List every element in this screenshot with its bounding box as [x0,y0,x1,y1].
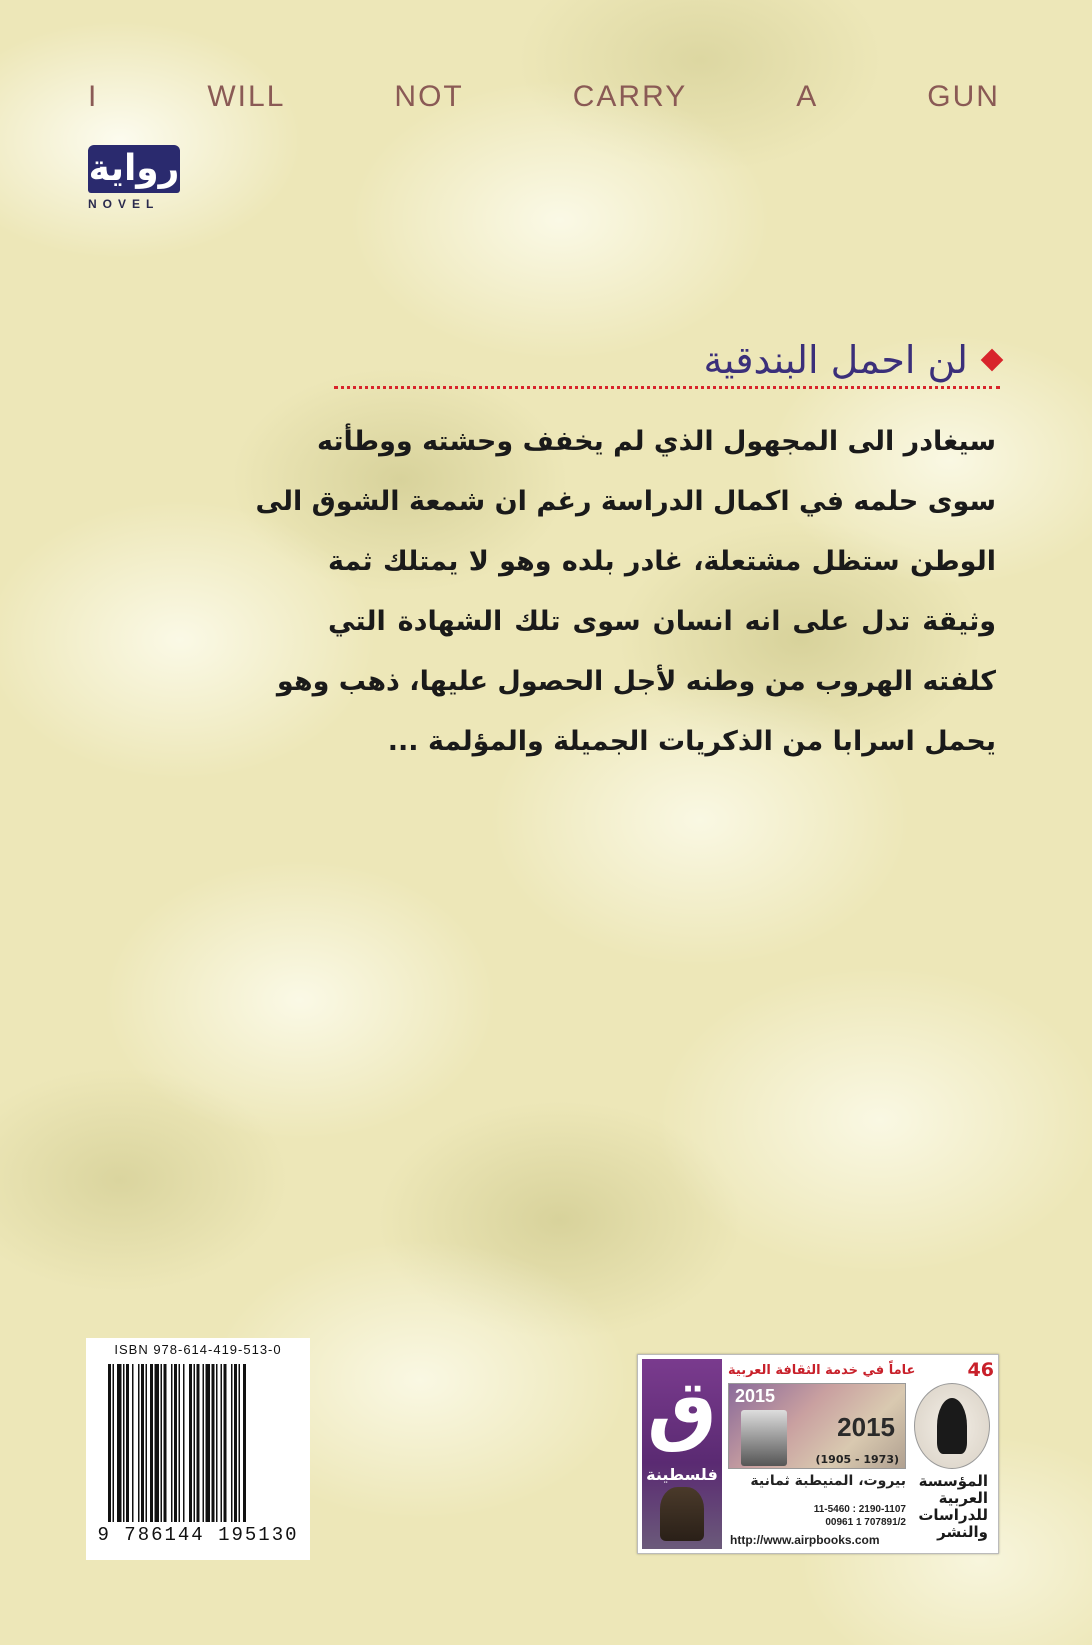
barcode-bar [138,1364,140,1522]
english-title-word: NOT [394,80,464,113]
emblem-figure [937,1398,967,1454]
barcode-bar [123,1364,125,1522]
barcode-bar [183,1364,185,1522]
anniversary-strip [728,1359,994,1381]
blurb-line: كلفته الهروب من وطنه لأجل الحصول عليها، ذهب وهو [276,666,996,697]
barcode-bar [179,1364,181,1522]
barcode-bar [197,1364,200,1522]
blurb-line: سيغادر الى المجهول الذي لم يخفف وحشته ووطأته [317,426,996,457]
arabic-title-row [704,330,1000,390]
blurb-line: يحمل اسرابا من الذكريات الجميلة والمؤلمة ... [387,726,996,757]
statue-image [660,1487,704,1541]
arabic-title: لن احمل البندقية [703,338,968,382]
publisher-name: المؤسسة العربية للدراسات والنشر [918,1472,988,1541]
novel-logo-label: NOVEL [88,197,160,211]
barcode-bar [203,1364,205,1522]
publisher-url: http://www.airpbooks.com [730,1533,880,1547]
novel-logo [88,145,188,225]
barcode-bar [221,1364,223,1522]
barcode-bar [189,1364,192,1522]
barcode-bar [234,1364,237,1522]
publisher-emblem-icon [914,1383,990,1469]
barcode-bar [132,1364,134,1522]
blurb-line: سوى حلمه في اكمال الدراسة رغم ان شمعة الشوق الى [255,486,996,517]
stamp-year-large: 2015 [837,1412,895,1442]
anniversary-text: عاماً في خدمة الثقافة العربية [728,1362,916,1378]
barcode-digits: 9 786144 195130 [97,1524,299,1546]
barcode-bar [113,1364,115,1522]
publisher-address: بيروت، المنيطبة ثمانية [750,1473,906,1489]
anniversary-number: 46 [967,1359,994,1381]
blurb-line: وثيقة تدل على انه انسان سوى تلك الشهادة التي [328,606,996,637]
barcode-bar [141,1364,144,1522]
barcode-bars [108,1364,290,1522]
barcode-bar [212,1364,215,1522]
barcode-bar [231,1364,233,1522]
blurb-line: الوطن ستظل مشتعلة، غادر بلده وهو لا يمتلك ثمة [328,546,996,577]
stamp-year: 2015 [735,1386,776,1406]
contact-line: 00961 1 707891/2 [825,1517,906,1528]
english-title-word: GUN [927,80,1000,113]
english-title-word: WILL [207,80,286,113]
diamond-bullet-icon [981,349,1004,372]
novel-logo-mark: رواية [88,145,180,193]
publisher-contact [730,1503,906,1529]
barcode-bar [164,1364,167,1522]
stamp-dates: (1905 - 1973) [815,1453,899,1466]
barcode-bar [174,1364,177,1522]
magazine-name: فلسطينة [646,1465,718,1484]
barcode-bar [117,1364,122,1522]
barcode-bar [239,1364,241,1522]
contact-line: 11-5460 : 2190-1107 [813,1504,906,1515]
barcode [86,1338,310,1560]
barcode-bar [206,1364,211,1522]
barcode-bar [171,1364,173,1522]
barcode-bar [108,1364,111,1522]
barcode-bar [243,1364,246,1522]
barcode-bar [216,1364,218,1522]
portrait-image [741,1410,787,1466]
publisher-block [637,1354,999,1554]
english-title-word: CARRY [572,80,688,113]
blurb-text [255,412,996,772]
barcode-bar [126,1364,129,1522]
barcode-bar [146,1364,148,1522]
isbn-text: ISBN 978-614-419-513-0 [114,1342,282,1357]
magazine-logo-icon: ق [647,1364,717,1454]
title-divider [334,386,1000,389]
english-title-word: A [796,80,819,113]
barcode-bar [161,1364,163,1522]
barcode-bar [194,1364,196,1522]
barcode-bar [224,1364,227,1522]
english-title-word: I [88,80,99,113]
magazine-panel [642,1359,722,1549]
barcode-bar [155,1364,160,1522]
postage-stamp [728,1383,906,1469]
english-title [88,80,1000,114]
barcode-bar [150,1364,153,1522]
